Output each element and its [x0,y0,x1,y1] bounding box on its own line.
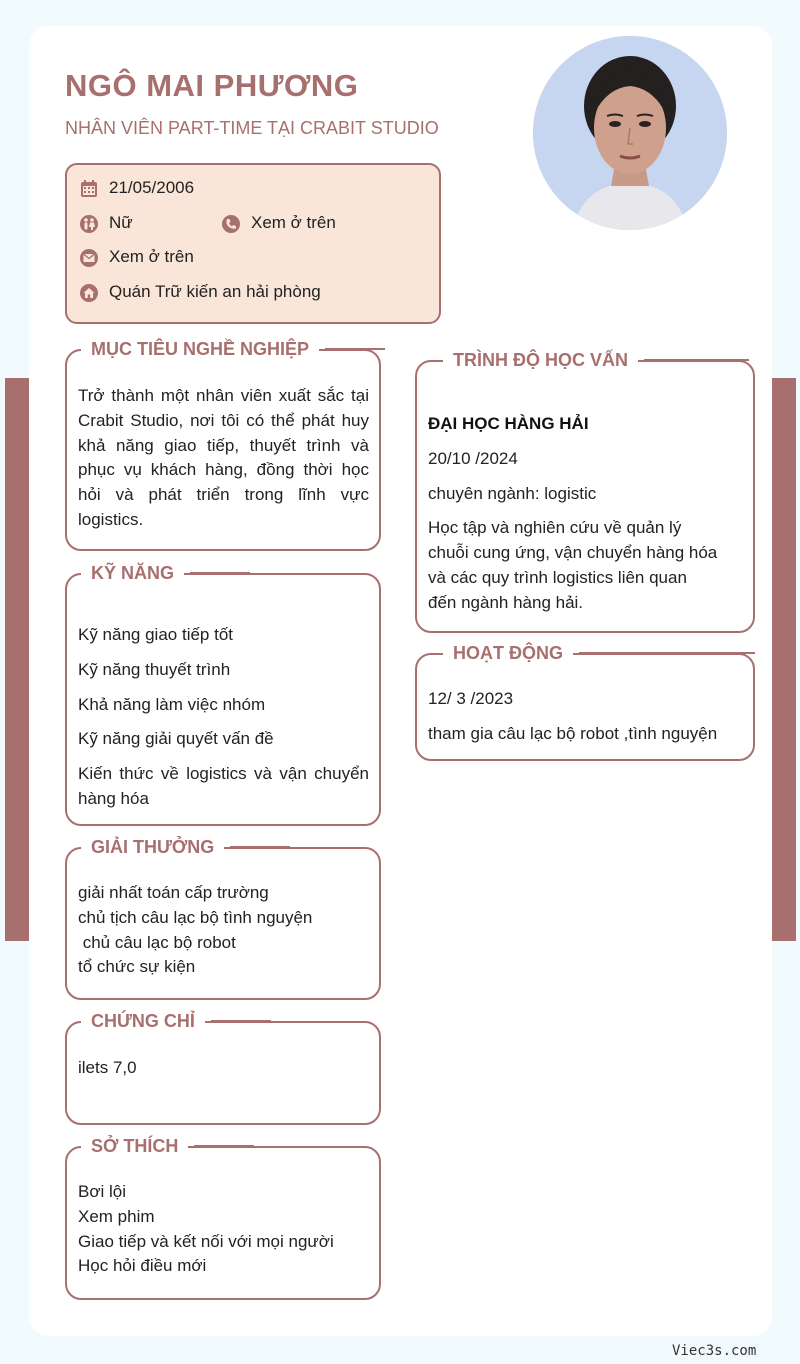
skill-item: Khả năng làm việc nhóm [78,694,266,714]
gender-text: Nữ [109,213,133,232]
birthday-text: 21/05/2006 [109,178,195,197]
activities-content [428,687,743,747]
gender-icon [79,214,99,234]
left-side-band [5,378,29,941]
profile-photo [533,36,727,230]
certificates-title: CHỨNG CHỈ [81,1010,205,1032]
address-text: Quán Trữ kiến an hải phòng [109,282,321,301]
hobbies-section [65,1136,381,1300]
portrait-illustration [533,36,727,230]
hobby-line: Học hỏi điều mới [78,1256,207,1276]
skills-title: KỸ NĂNG [81,562,184,584]
hobby-line: Xem phim [78,1206,155,1226]
education-section [415,350,755,633]
hobby-line: Bơi lội [78,1182,126,1201]
education-description-line: Học tập và nghiên cứu về quản lý [428,518,682,538]
objective-section [65,339,381,551]
education-description-line: chuỗi cung ứng, vận chuyển hàng hóa [428,543,718,563]
phone-icon [221,214,241,234]
objective-text: Trở thành một nhân viên xuất sắc tại Crabit Studio, nơi tôi có thể phát huy khả năng giao tiếp, thuyết trình và phục vụ khách hàng, đồng thời học hỏi và phát triển trong lĩnh vực logistics. [78,386,369,529]
hobbies-title: SỞ THÍCH [81,1135,188,1157]
education-title: TRÌNH ĐỘ HỌC VẤN [443,349,638,371]
contact-info-box [65,163,441,324]
education-major: chuyên ngành: logistic [428,483,597,503]
skills-section [65,563,381,826]
education-date: 20/10 /2024 [428,448,518,468]
phone-text: Xem ở trên [251,213,336,232]
certificates-list [78,1056,369,1081]
envelope-icon [79,248,99,268]
home-icon [79,283,99,303]
education-content [428,412,743,616]
watermark: Viec3s.com [672,1343,757,1359]
skill-item: Kỹ năng giải quyết vấn đề [78,729,274,749]
skill-item: Kỹ năng thuyết trình [78,659,231,679]
activities-title: HOẠT ĐỘNG [443,642,573,664]
education-description-line: đến ngành hàng hải. [428,592,584,612]
objective-title: MỤC TIÊU NGHỀ NGHIỆP [81,338,319,360]
candidate-name: NGÔ MAI PHƯƠNG [65,68,359,103]
hobbies-list [78,1180,369,1279]
activity-date: 12/ 3 /2023 [428,689,514,708]
skill-item: Kỹ năng giao tiếp tốt [78,625,234,644]
education-description-line: và các quy trình logistics liên quan [428,567,687,587]
skill-item: Kiến thức về logistics và vận chuyển hàng hóa [78,764,369,808]
award-line: giải nhất toán cấp trường [78,883,269,902]
award-line: chủ câu lạc bộ robot [78,932,236,952]
hobby-line: Giao tiếp và kết nối với mọi người [78,1231,334,1251]
activity-text: tham gia câu lạc bộ robot ,tình nguyện [428,723,718,743]
activities-section [415,643,755,761]
education-school: ĐẠI HỌC HÀNG HẢI [428,414,589,433]
award-line: chủ tịch câu lạc bộ tình nguyện [78,907,313,927]
job-title: NHÂN VIÊN PART-TIME TẠI CRABIT STUDIO [65,118,439,138]
certificate-line: ilets 7,0 [78,1058,137,1077]
awards-section [65,837,381,1000]
right-side-band [772,378,796,941]
calendar-icon [79,179,99,199]
skills-list [78,623,369,812]
awards-title: GIẢI THƯỞNG [81,836,224,858]
awards-list [78,881,369,980]
email-text: Xem ở trên [109,247,194,266]
certificates-section [65,1011,381,1125]
award-line: tổ chức sự kiện [78,957,196,977]
